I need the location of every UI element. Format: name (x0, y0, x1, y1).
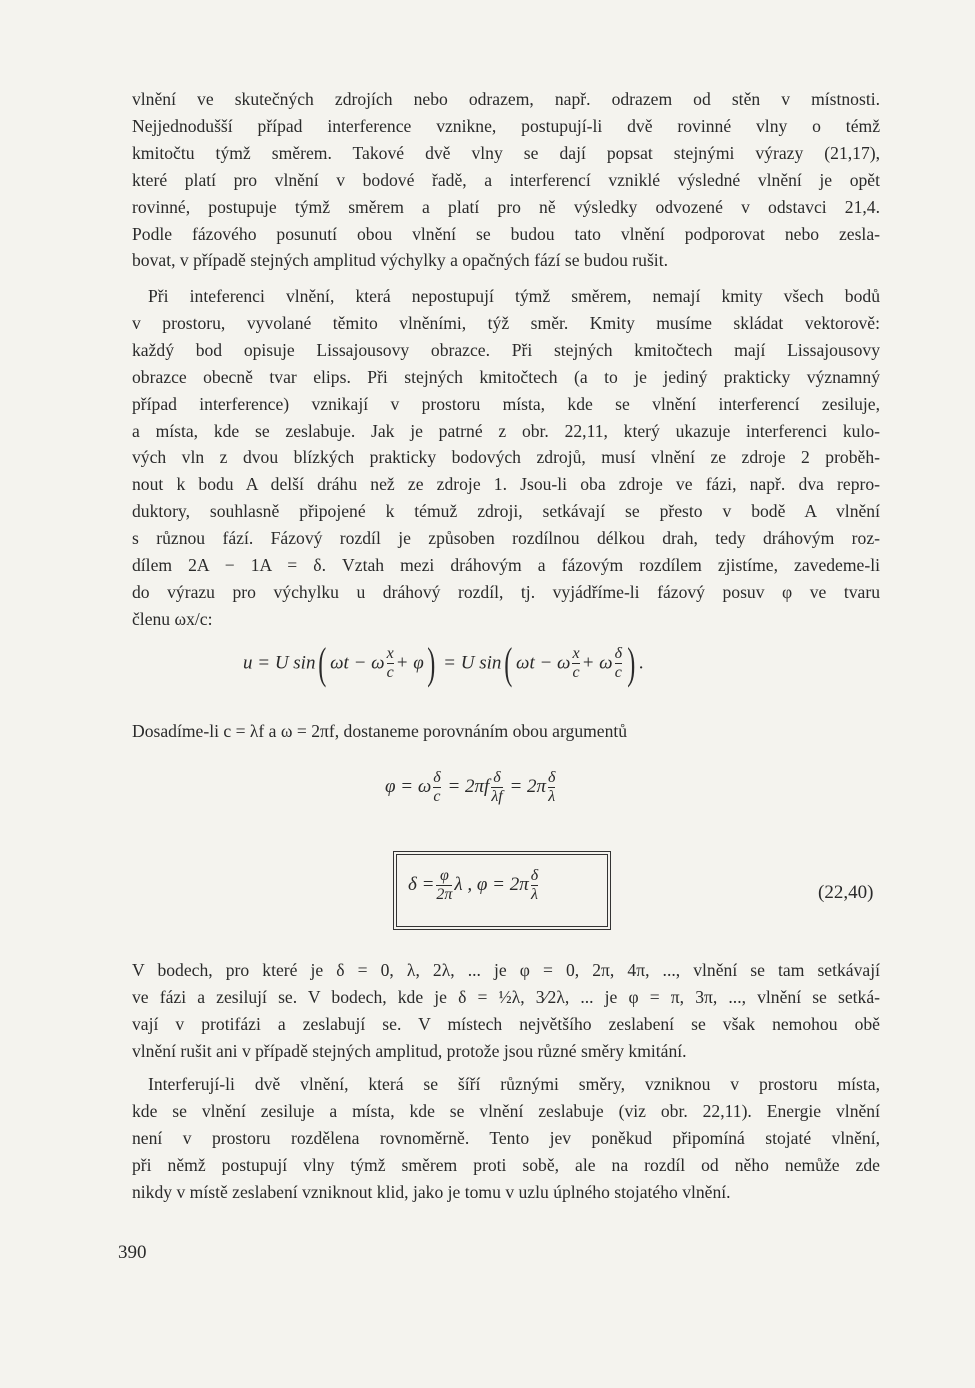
text-line: obrazce obecně tvar elips. Při stejných kmitočtech (a to je jediný prakticky významný (132, 366, 880, 387)
equation-phase (385, 770, 557, 806)
text-line: do výrazu pro výchylku u dráhový rozdíl, tj. vyjádříme-li fázový posuv φ ve tvaru (132, 581, 880, 602)
text-line: rovinné, postupuje týmž směrem a platí pro ně výsledky odvozené v odstavci 21,4. (132, 196, 880, 217)
text-line: bovat, v případě stejných amplitud výchylky a opačných fází se budou rušit. (132, 250, 668, 271)
text-line: které platí pro vlnění v bodové řadě, a interferencí vzniklé výsledné vlnění je opět (132, 169, 880, 190)
text-line: nikdy v místě zeslabení vzniknout klid, jako je tomu v uzlu úplného stojatého vlnění. (132, 1181, 731, 1202)
text-line: není v prostoru rozdělena rovnoměrně. Tento jev poněkud připomíná stojaté vlnění, (132, 1127, 880, 1148)
text-line: ve fázi a zesilují se. V bodech, kde je δ = ½λ, 3⁄2λ, ... je φ = π, 3π, ..., vlnění se setká- (132, 986, 880, 1007)
fraction: $\frac{\varphi}{2\pi}$ (436, 867, 453, 903)
text-line: kde se vlnění zesiluje a místa, kde se vlnění zeslabuje (viz obr. 22,11). Energie vlnění (132, 1100, 880, 1121)
eq-term: λ , φ = 2π (454, 874, 529, 896)
eq-term: ωt − ω (516, 652, 571, 674)
fraction: $\frac{\delta}{c}$ (614, 645, 623, 681)
text-line: členu ωx/c: (132, 608, 213, 629)
text-line: vají v protifázi a zeslabují se. V místech největšího zeslabení se však nemohou obě (132, 1013, 880, 1034)
paren-open: ( (504, 639, 513, 688)
text-line: a místa, kde se zeslabuje. Jak je patrné z obr. 22,11, který ukazuje interferenci kulo- (132, 420, 880, 441)
text-line: Dosadíme-li c = λf a ω = 2πf, dostaneme porovnáním obou argumentů (132, 721, 628, 741)
text-line: kmitočtu týmž směrem. Takové dvě vlny se dají popsat stejnými výrazy (21,17), (132, 142, 880, 163)
text-line: Při inteferenci vlnění, která nepostupují týmž směrem, nemají kmity všech bodů (148, 286, 880, 306)
eq-term: + ω (581, 652, 613, 674)
fraction: $\frac{\delta}{\lambda}$ (530, 867, 539, 903)
page-number: 390 (118, 1242, 147, 1263)
text-line: dílem 2A − 1A = δ. Vztah mezi dráhovým a fázovým rozdílem zjistíme, zavedeme-li (132, 555, 880, 576)
fraction: $\frac{x}{c}$ (572, 645, 580, 681)
paren-close: ) (427, 639, 436, 688)
eq-term: = 2π (509, 776, 547, 798)
substitution-line (132, 718, 880, 745)
text-line: při němž postupují vlny týmž směrem proti sobě, ale na rozdíl od něho nemůže zde (132, 1154, 880, 1175)
fraction: $\frac{\delta}{\lambda f}$ (491, 769, 503, 805)
paragraph-4 (132, 1071, 880, 1206)
text-line: nout k bodu A delší dráhu než ze zdroje 1. Jsou-li oba zdroje ve fázi, např. dva repro- (132, 474, 880, 495)
eq-term: ωt − ω (330, 652, 385, 674)
text-line: v prostoru, vyvolané těmito vlněními, týž směr. Kmity musíme skládat vektorově: (132, 312, 880, 333)
text-line: V bodech, pro které je δ = 0, λ, 2λ, ... je φ = 0, 2π, 4π, ..., vlnění se tam setkávají (132, 960, 880, 980)
text-line: Podle fázového posunutí obou vlnění se budou tato vlnění podporovat nebo zesla- (132, 223, 880, 244)
eq-term: δ = (408, 874, 435, 896)
text-line: duktory, souhlasně připojené k témuž zdroji, setkávají se přesto v bodě A vlnění (132, 501, 880, 522)
fraction: $\frac{x}{c}$ (386, 645, 394, 681)
paragraph-3 (132, 957, 880, 1065)
text-line: vlnění ve skutečných zdrojích nebo odrazem, např. odrazem od stěn v místnosti. (132, 89, 880, 109)
text-line: případ interference) vznikají v prostoru místa, kde se vlnění interferencí zesiluje, (132, 393, 880, 414)
paragraph-1 (132, 86, 880, 274)
paragraph-2 (132, 283, 880, 633)
equation-number: (22,40) (818, 882, 874, 903)
eq-term: + φ (395, 652, 424, 674)
equation-boxed (408, 868, 540, 904)
equation-displacement (243, 639, 644, 688)
eq-term: = 2πf (447, 776, 490, 798)
eq-mid: = U sin (443, 652, 502, 674)
text-line: Interferují-li dvě vlnění, která se šíří různými směry, vzniknou v prostoru místa, (148, 1074, 880, 1094)
text-line: s různou fází. Fázový rozdíl je způsoben rozdílnou délkou drah, tedy dráhovým roz- (132, 528, 880, 549)
eq-lhs: u = U sin (243, 652, 316, 674)
text-line: vých vln z dvou blízkých prakticky bodových zdrojů, musí vlnění ze zdroje 2 proběh- (132, 447, 880, 468)
text-line: Nejjednodušší případ interference vznikne, postupují-li dvě rovinné vlny o témž (132, 115, 880, 136)
fraction: $\frac{\delta}{c}$ (433, 769, 441, 805)
paren-open: ( (318, 639, 327, 688)
fraction: $\frac{\delta}{\lambda}$ (548, 769, 556, 805)
eq-end: . (638, 652, 644, 674)
text-line: každý bod opisuje Lissajousovy obrazce. Při stejných kmitočtech mají Lissajousovy (132, 339, 880, 360)
text-line: vlnění rušit ani v případě stejných amplitud, protože jsou různé směry kmitání. (132, 1040, 687, 1061)
eq-term: φ = ω (385, 776, 432, 798)
paren-close: ) (627, 639, 636, 688)
